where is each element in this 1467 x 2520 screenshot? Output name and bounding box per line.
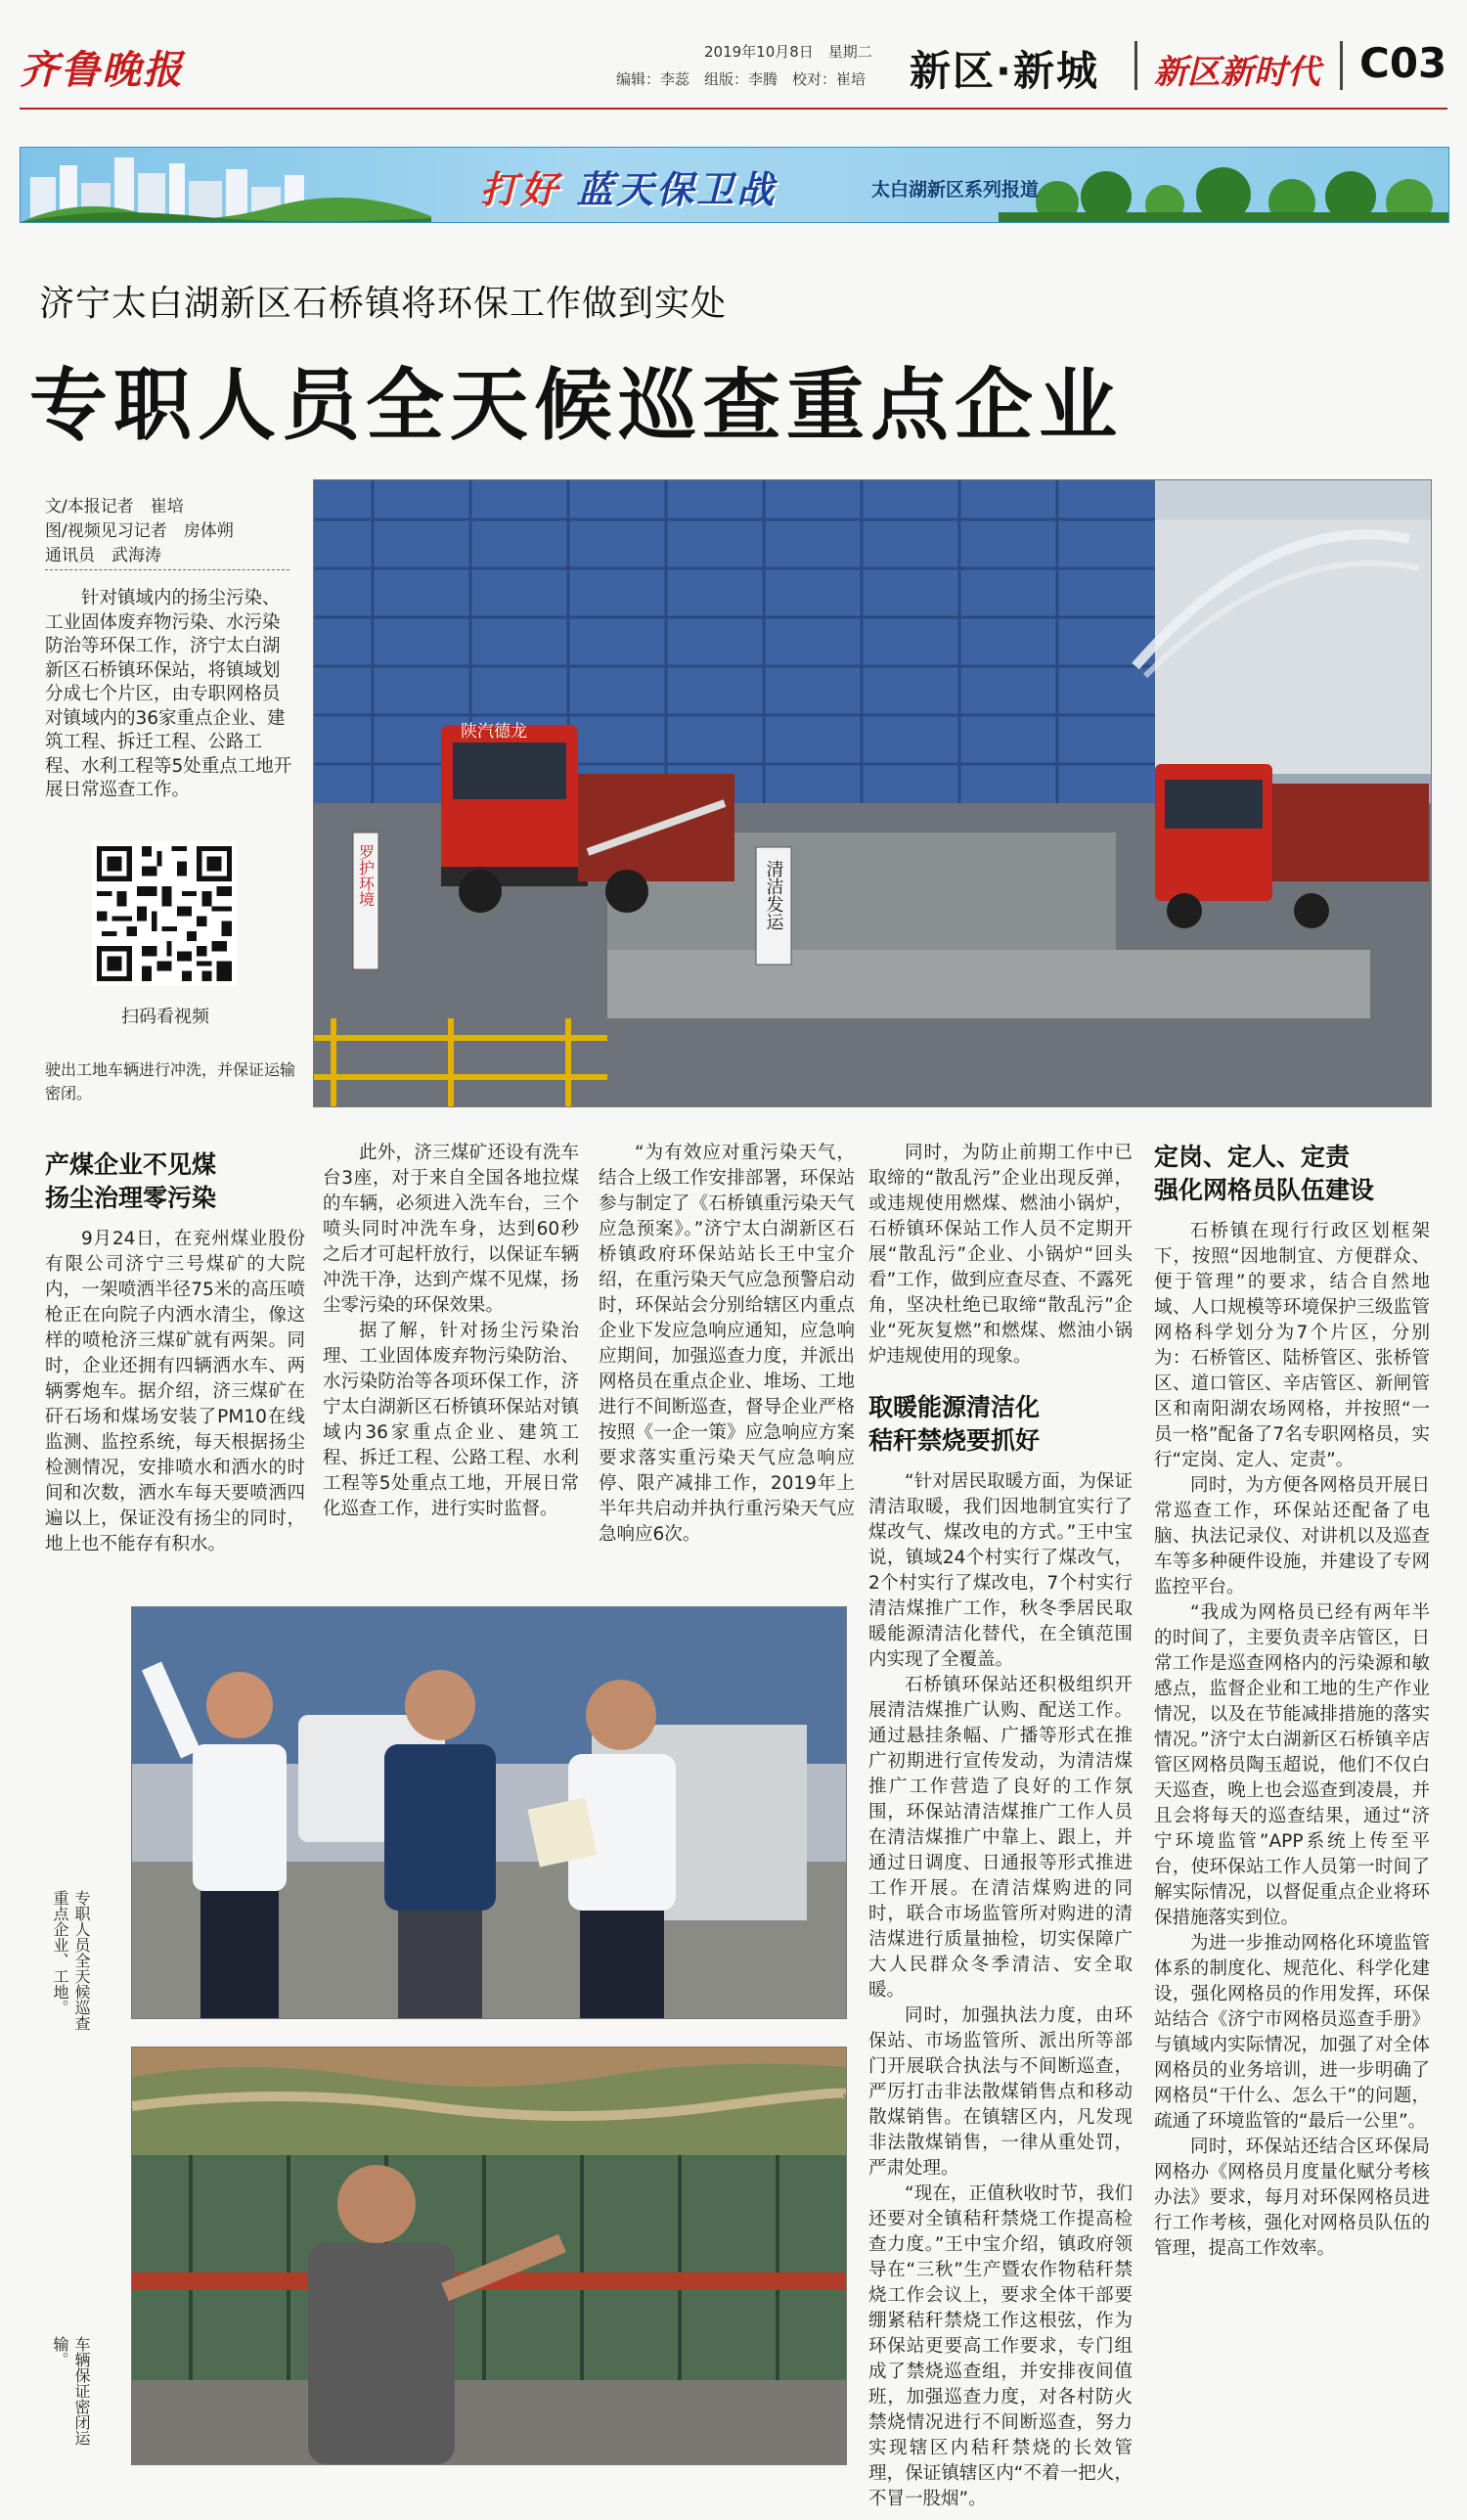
header-rule [20, 108, 1447, 110]
paragraph: “为有效应对重污染天气，结合上级工作安排部署，环保站参与制定了《石桥镇重污染天气应急预案》。”济宁太白湖新区石桥镇政府环保站站长王中宝介绍，在重污染天气应急预警启动时，环保站会分别给辖区内重点企业下发应急响应通知，应急响应期间，加强巡查力度，并派出网格员在重点企业、堆场、工地进行不间断巡查，督导企业严格按照《一企一策》应急响应方案要求落实重污染天气应急响应停、限产减排工作，2019年上半年共启动并执行重污染天气应急响应6次。 [599, 1143, 855, 1545]
photo-caption: 驶出工地车辆进行冲洗，并保证运输密闭。 [45, 1060, 296, 1102]
header-divider [1340, 41, 1343, 90]
article-intro: 针对镇域内的扬尘污染、工业固体废弃物污染、水污染防治等环保工作，济宁太白湖新区石桥镇环保站，将镇域划分成七个片区，由专职网格员对镇域内的36家重点企业、建筑工程、拆迁工程、公路工程、水利工程等5处重点工地开展日常巡查工作。 [45, 588, 292, 800]
qr-caption: 扫码看视频 [121, 1007, 209, 1027]
series-banner [20, 147, 1449, 223]
photo-caption: 专职人员全天候巡查重点企业、工地。 [51, 1890, 91, 2031]
paragraph: 此外，济三煤矿还设有洗车台3座，对于来自全国各地拉煤的车辆，必须进入洗车台，三个喷头同时冲洗车身，达到60秒之后才可起杆放行，以保证车辆冲洗干净，达到产煤不见煤，扬尘零污染的环保效果。 [323, 1143, 579, 1316]
inspectors-photo [131, 1606, 847, 2019]
article-column-1 [45, 1148, 305, 1557]
photo-caption: 车辆保证密闭运输。 [51, 2336, 91, 2446]
editor-credits: 编辑：李蕊 组版：李腾 校对：崔培 [616, 70, 867, 88]
covered-truck-photo [131, 2047, 847, 2465]
paragraph: 为进一步推动网格化环境监管体系的制度化、规范化、科学化建设，强化网格员的作用发挥，环保站结合《济宁市网格员巡查手册》与镇域内实际情况，加强了对全体网格员的业务培训，进一步明确了网格员“干什么、怎么干”的问题，疏通了环境监管的“最后一公里”。 [1154, 1933, 1430, 2132]
paragraph: 同时，加强执法力度，由环保站、市场监管所、派出所等部门开展联合执法与不间断巡查，严厉打击非法散煤销售点和移动散煤销售。在镇辖区内，凡发现非法散煤销售，一律从重处罚，严肃处理。 [868, 2005, 1133, 2179]
paragraph: “现在，正值秋收时节，我们还要对全镇秸秆禁烧工作提高检查力度。”王中宝介绍，镇政府领导在“三秋”生产暨农作物秸秆禁烧工作会议上，要求全体干部要绷紧秸秆禁烧工作这根弦，作为环保站更要高工作要求，专门组成了禁烧巡查组，并安排夜间值班，加强巡查力度，对各村防火禁烧情况进行不间断巡查，努力实现辖区内秸秆禁烧的长效管理，保证镇辖区内“不着一把火，不冒一股烟”。 [868, 2183, 1133, 2509]
paragraph: “针对居民取暖方面，为保证清洁取暖，我们因地制宜实行了煤改气、煤改电的方式。”王中宝说，镇域24个村实行了煤改气，2个村实行了煤改电，7个村实行清洁煤推广工作，秋冬季居民取暖能源清洁化替代，在全镇范围内实现了全覆盖。 [868, 1471, 1133, 1670]
paragraph: 石桥镇在现行行政区划框架下，按照“因地制宜、方便群众、便于管理”的要求，结合自然地域、人口规模等环境保护三级监管网格科学划分为7个片区，分别为：石桥管区、陆桥管区、张桥管区、道口管区、辛店管区、新闸管区和南阳湖农场网格，并按照“一员一格”配备了7名专职网格员，实行“定岗、定人、定责”。 [1154, 1221, 1430, 1470]
truck-brand-label: 陕汽德龙 [461, 722, 527, 742]
section-heading: 产煤企业不见煤 扬尘治理零污染 [45, 1150, 217, 1212]
byline-divider [45, 569, 289, 570]
page-number: C03 [1359, 39, 1447, 87]
paragraph: 同时，为方便各网格员开展日常巡查工作，环保站还配备了电脑、执法记录仪、对讲机以及巡查车等多种硬件设施，并建设了专网监控平台。 [1154, 1475, 1430, 1598]
article-headline: 专职人员全天候巡查重点企业 [29, 360, 1123, 451]
masthead: 齐鲁晚报 [20, 47, 184, 93]
paragraph: 同时，环保站还结合区环保局网格办《网格员月度量化赋分考核办法》要求，每月对环保网格员进行工作考核，强化对网格员队伍的管理，提高工作效率。 [1154, 2137, 1430, 2259]
publication-date: 2019年10月8日 星期二 [704, 43, 872, 61]
byline-line: 图/视频见习记者 房体朔 [45, 521, 234, 541]
sign-text: 罗护环境 [356, 844, 376, 907]
banner-title: 打好 蓝天保卫战 [480, 168, 778, 211]
paragraph: 9月24日，在兖州煤业股份有限公司济宁三号煤矿的大院内，一架喷洒半径75米的高压喷枪正在向院子内洒水清尘，像这样的喷枪济三煤矿就有两架。同时，企业还拥有四辆洒水车、两辆雾炮车。据介绍，济三煤矿在矸石场和煤场安装了PM10在线监测、监控系统，每天根据扬尘检测情况，安排喷水和洒水的时间和次数，洒水车每天要喷洒四遍以上，保证没有扬尘的同时，地上也不能存有积水。 [45, 1229, 305, 1554]
sign-text: 清洁发运 [763, 860, 784, 930]
byline [45, 495, 299, 568]
column-logo: 新区新时代 [1154, 53, 1320, 92]
section-title: 新区·新城 [910, 47, 1099, 95]
article-column-4 [868, 1141, 1133, 2512]
paragraph: 据了解，针对扬尘污染治理、工业固体废弃物污染防治、水污染防治等各项环保工作，济宁太白湖新区石桥镇环保站对镇域内36家重点企业、建筑工程、拆迁工程、公路工程、水利工程等5处重点工地，开展日常化巡查工作，进行实时监督。 [323, 1321, 579, 1519]
paragraph: 石桥镇环保站还积极组织开展清洁煤推广认购、配送工作。通过悬挂条幅、广播等形式在推广初期进行宣传发动，为清洁煤推广工作营造了良好的工作氛围，环保站清洁煤推广工作人员在清洁煤推广中靠上、跟上，并通过日调度、日通报等形式推进工作开展。在清洁煤购进的同时，联合市场监管所对购进的清洁煤进行质量抽检，切实保障广大人民群众冬季清洁、安全取暖。 [868, 1675, 1133, 2001]
banner-series-label: 太白湖新区系列报道 [871, 179, 1040, 201]
section-heading: 定岗、定人、定责 强化网格员队伍建设 [1154, 1143, 1375, 1204]
article-column-5 [1154, 1141, 1430, 2262]
truck-wash-photo [313, 479, 1432, 1107]
section-heading: 取暖能源清洁化 秸秆禁烧要抓好 [868, 1393, 1041, 1455]
city-skyline-graphic [21, 148, 431, 222]
qr-code-icon[interactable] [92, 841, 237, 986]
header-divider [1134, 41, 1137, 90]
byline-line: 通讯员 武海涛 [45, 546, 161, 565]
article-column-3 [599, 1141, 855, 1548]
paragraph: “我成为网格员已经有两年半的时间了，主要负责辛店管区，日常工作是巡查网格内的污染源和敏感点，监督企业和工地的生产作业情况，以及在节能减排措施的落实情况。”济宁太白湖新区石桥镇辛店管区网格员陶玉超说，他们不仅白天巡查，晚上也会巡查到凌晨，并且会将每天的巡查结果，通过“济宁环境监管”APP系统上传至平台，使环保站工作人员第一时间了解实际情况，以督促重点企业将环保措施落实到位。 [1154, 1602, 1430, 1928]
trees-graphic [999, 148, 1448, 222]
article-kicker: 济宁太白湖新区石桥镇将环保工作做到实处 [39, 284, 728, 324]
byline-line: 文/本报记者 崔培 [45, 497, 184, 517]
paragraph: 同时，为防止前期工作中已取缔的“散乱污”企业出现反弹，或违规使用燃煤、燃油小锅炉，石桥镇环保站工作人员不定期开展“散乱污”企业、小锅炉“回头看”工作，做到应查尽查、不露死角，坚决杜绝已取缔“散乱污”企业“死灰复燃”和燃煤、燃油小锅炉违规使用的现象。 [868, 1143, 1133, 1367]
article-column-2 [323, 1141, 579, 1522]
